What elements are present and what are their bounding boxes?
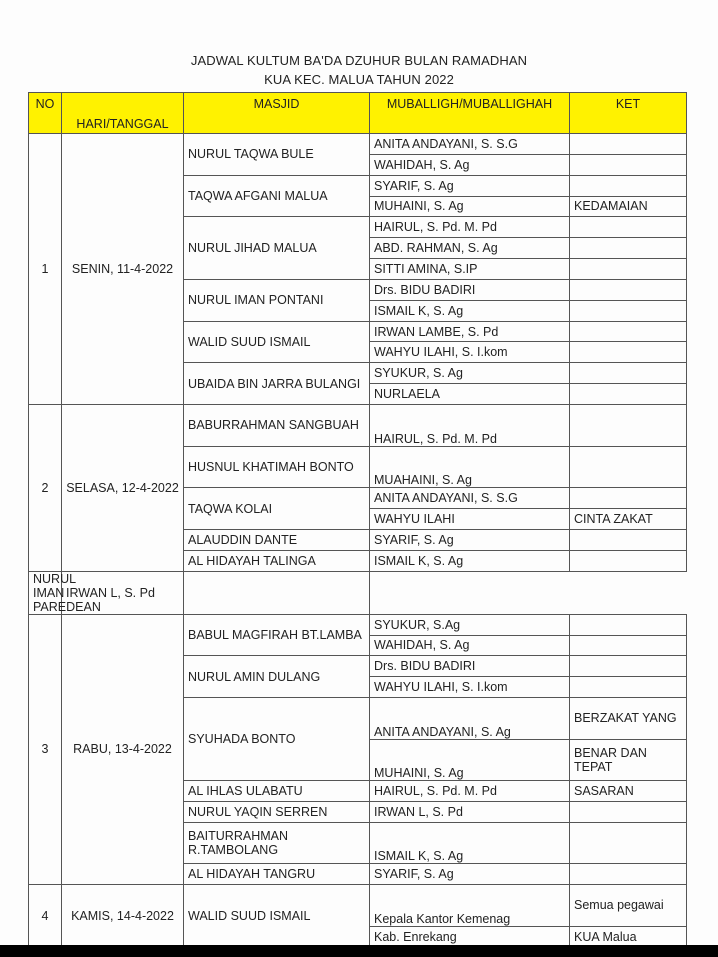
- muballigh-cell: HAIRUL, S. Pd. M. Pd: [370, 217, 570, 238]
- muballigh-cell: Kepala Kantor Kemenag: [370, 885, 570, 927]
- table-row: [29, 614, 687, 635]
- day-number: 2: [29, 404, 62, 571]
- table-header-row: [29, 93, 687, 134]
- ket-cell: [570, 677, 687, 698]
- ket-cell: [570, 279, 687, 300]
- header-ket: KET: [570, 93, 687, 134]
- ket-cell: BERZAKAT YANG: [570, 698, 687, 740]
- day-date: KAMIS, 14-4-2022: [62, 885, 184, 948]
- muballigh-cell: SITTI AMINA, S.IP: [370, 259, 570, 280]
- muballigh-cell: Kab. Enrekang: [370, 926, 570, 947]
- ket-cell: [570, 550, 687, 571]
- masjid-cell: NURUL JIHAD MALUA: [184, 217, 370, 280]
- ket-cell: [570, 614, 687, 635]
- masjid-cell: HUSNUL KHATIMAH BONTO: [184, 446, 370, 488]
- day-date: SELASA, 12-4-2022: [62, 404, 184, 571]
- table-row: [29, 404, 687, 425]
- muballigh-cell: ANITA ANDAYANI, S. S.G: [370, 134, 570, 155]
- masjid-cell: NURUL TAQWA BULE: [184, 134, 370, 176]
- muballigh-cell: HAIRUL, S. Pd. M. Pd: [370, 781, 570, 802]
- masjid-cell: ALAUDDIN DANTE: [184, 530, 370, 551]
- muballigh-cell: Drs. BIDU BADIRI: [370, 656, 570, 677]
- muballigh-cell: SYARIF, S. Ag: [370, 864, 570, 885]
- document-title: JADWAL KULTUM BA'DA DZUHUR BULAN RAMADHAN: [190, 53, 528, 68]
- ket-cell: [570, 238, 687, 259]
- ket-cell: Semua pegawai: [570, 885, 687, 927]
- header-masjid: MASJID: [184, 93, 370, 134]
- bottom-black-bar: [0, 945, 718, 957]
- muballigh-cell: ISMAIL K, S. Ag: [370, 300, 570, 321]
- ket-cell: [570, 217, 687, 238]
- muballigh-cell: MUHAINI, S. Ag: [370, 739, 570, 781]
- ket-cell: [570, 530, 687, 551]
- masjid-cell: AL HIDAYAH TANGRU: [184, 864, 370, 885]
- schedule-table: [28, 92, 687, 948]
- masjid-cell: NURUL AMIN DULANG: [184, 656, 370, 698]
- ket-cell: CINTA ZAKAT: [570, 509, 687, 530]
- muballigh-cell: ISMAIL K, S. Ag: [370, 550, 570, 571]
- masjid-cell: AL HIDAYAH TALINGA: [184, 550, 370, 571]
- ket-cell: [570, 864, 687, 885]
- masjid-cell: NURUL YAQIN SERREN: [184, 802, 370, 823]
- ket-cell: [570, 823, 687, 864]
- ket-cell: [570, 488, 687, 509]
- day-number: 3: [29, 614, 62, 884]
- masjid-cell: TAQWA KOLAI: [184, 488, 370, 530]
- table-row: [29, 134, 687, 155]
- table-row: [29, 885, 687, 906]
- day-date: SENIN, 11-4-2022: [62, 134, 184, 405]
- day-date: RABU, 13-4-2022: [62, 614, 184, 884]
- masjid-cell: SYUHADA BONTO: [184, 698, 370, 781]
- table-row: [29, 571, 687, 614]
- ket-cell: [570, 259, 687, 280]
- muballigh-cell: WAHIDAH, S. Ag: [370, 635, 570, 656]
- muballigh-cell: MUAHAINI, S. Ag: [370, 446, 570, 488]
- ket-cell: [570, 175, 687, 196]
- muballigh-cell: HAIRUL, S. Pd. M. Pd: [370, 404, 570, 446]
- ket-cell: [570, 154, 687, 175]
- masjid-cell: NURUL IMAN PAREDEAN: [29, 571, 62, 614]
- ket-cell: [570, 384, 687, 405]
- ket-cell: [570, 635, 687, 656]
- ket-cell: KEDAMAIAN: [570, 196, 687, 217]
- header-muballigh: MUBALLIGH/MUBALLIGHAH: [370, 93, 570, 134]
- document-subtitle: KUA KEC. MALUA TAHUN 2022: [264, 72, 454, 87]
- masjid-cell: TAQWA AFGANI MALUA: [184, 175, 370, 217]
- masjid-cell: BABUL MAGFIRAH BT.LAMBA: [184, 614, 370, 656]
- muballigh-cell: ANITA ANDAYANI, S. Ag: [370, 698, 570, 740]
- muballigh-cell: SYUKUR, S. Ag: [370, 363, 570, 384]
- ket-cell: BENAR DAN TEPAT: [570, 739, 687, 781]
- ket-cell: [570, 404, 687, 446]
- muballigh-cell: IRWAN L, S. Pd: [62, 571, 184, 614]
- muballigh-cell: SYARIF, S. Ag: [370, 530, 570, 551]
- ket-cell: [570, 656, 687, 677]
- muballigh-cell: SYARIF, S. Ag: [370, 175, 570, 196]
- muballigh-cell: WAHYU ILAHI: [370, 509, 570, 530]
- ket-cell: [184, 571, 370, 614]
- masjid-cell: BAITURRAHMAN R.TAMBOLANG: [184, 823, 370, 864]
- muballigh-cell: WAHIDAH, S. Ag: [370, 154, 570, 175]
- ket-cell: KUA Malua: [570, 926, 687, 947]
- header-no: NO: [29, 93, 62, 134]
- masjid-cell: UBAIDA BIN JARRA BULANGI: [184, 363, 370, 405]
- muballigh-cell: IRWAN L, S. Pd: [370, 802, 570, 823]
- ket-cell: [570, 321, 687, 342]
- ket-cell: [570, 446, 687, 488]
- muballigh-cell: WAHYU ILAHI, S. I.kom: [370, 677, 570, 698]
- day-number: 4: [29, 885, 62, 948]
- masjid-cell: WALID SUUD ISMAIL: [184, 885, 370, 948]
- ket-cell: [570, 342, 687, 363]
- ket-cell: [570, 802, 687, 823]
- ket-cell: [570, 300, 687, 321]
- muballigh-cell: NURLAELA: [370, 384, 570, 405]
- masjid-cell: AL IHLAS ULABATU: [184, 781, 370, 802]
- ket-cell: [570, 134, 687, 155]
- muballigh-cell: WAHYU ILAHI, S. I.kom: [370, 342, 570, 363]
- muballigh-cell: IRWAN LAMBE, S. Pd: [370, 321, 570, 342]
- masjid-cell: NURUL IMAN PONTANI: [184, 279, 370, 321]
- muballigh-cell: ANITA ANDAYANI, S. S.G: [370, 488, 570, 509]
- muballigh-cell: MUHAINI, S. Ag: [370, 196, 570, 217]
- header-hari: HARI/TANGGAL: [62, 93, 184, 134]
- masjid-cell: BABURRAHMAN SANGBUAH: [184, 404, 370, 446]
- muballigh-cell: ABD. RAHMAN, S. Ag: [370, 238, 570, 259]
- muballigh-cell: SYUKUR, S.Ag: [370, 614, 570, 635]
- ket-cell: [570, 363, 687, 384]
- muballigh-cell: ISMAIL K, S. Ag: [370, 823, 570, 864]
- day-number: 1: [29, 134, 62, 405]
- muballigh-cell: Drs. BIDU BADIRI: [370, 279, 570, 300]
- ket-cell: SASARAN: [570, 781, 687, 802]
- masjid-cell: WALID SUUD ISMAIL: [184, 321, 370, 363]
